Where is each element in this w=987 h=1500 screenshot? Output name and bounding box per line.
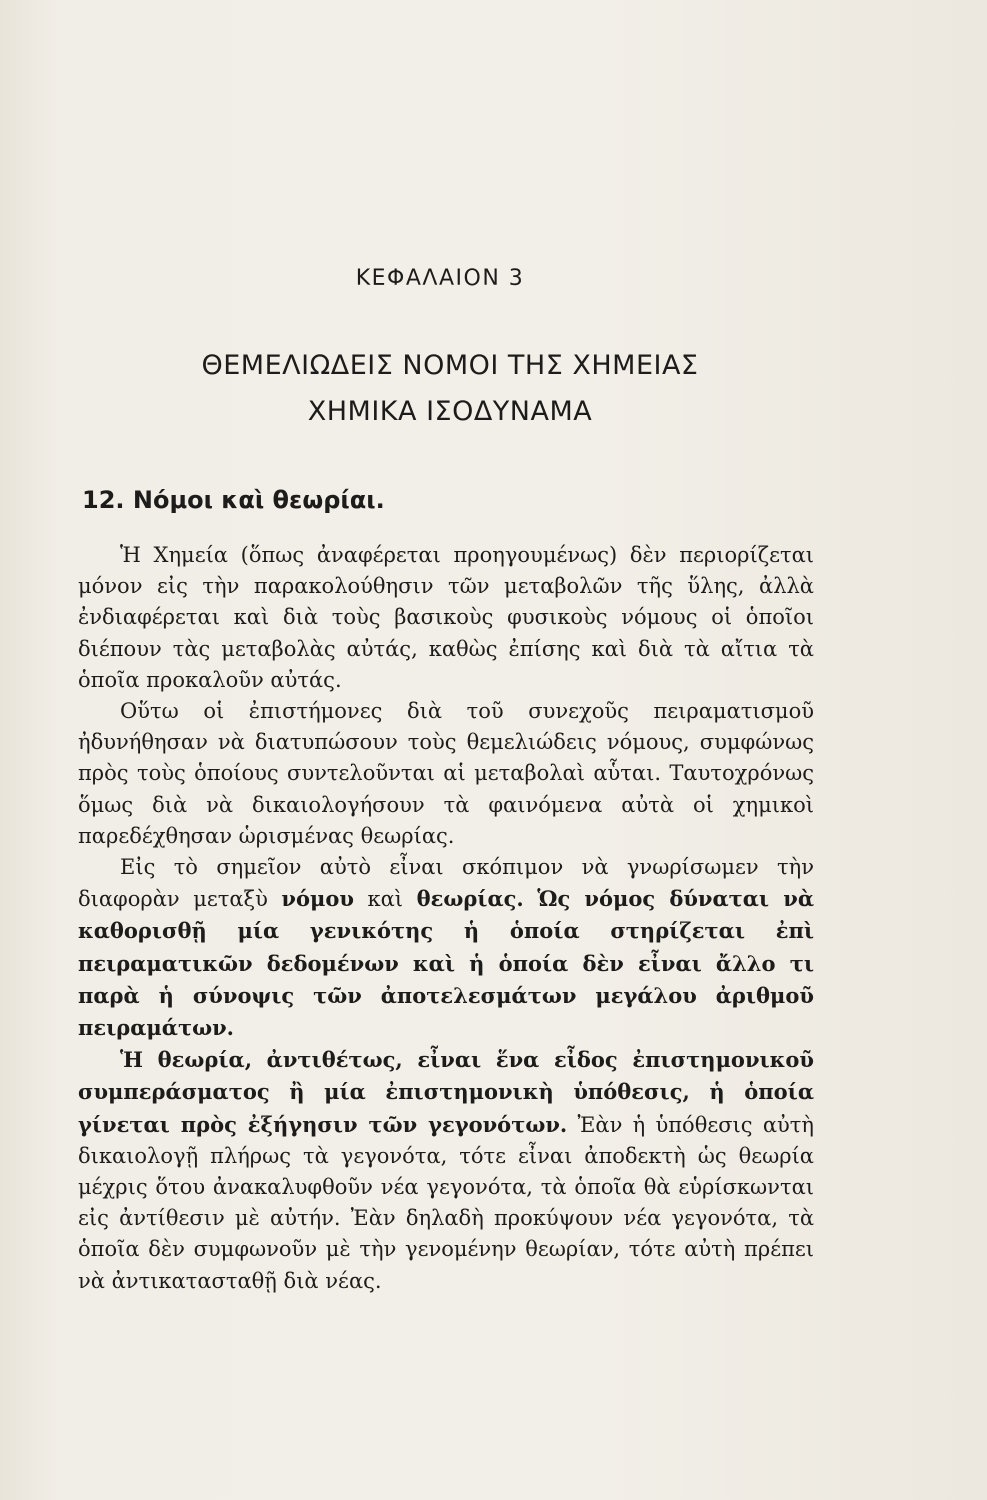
paragraph-3-and: καὶ bbox=[367, 887, 404, 912]
paragraph-3 bbox=[78, 852, 814, 1044]
paragraph-1: Ἡ Χημεία (ὅπως ἀναφέρεται προηγουμένως) δὲν περιορίζεται μόνον εἰς τὴν παρακολούθησιν τῶν μεταβολῶν τῆς ὕλης, ἀλλὰ ἐνδιαφέρεται καὶ διὰ τοὺς βασικοὺς φυσικοὺς νόμους οἱ ὁποῖοι διέπουν τὰς μεταβολὰς αὐτάς, καθὼς ἐπίσης καὶ διὰ τὰ αἴτια τὰ ὁποῖα προκαλοῦν αὐτάς. bbox=[78, 543, 814, 692]
paragraph-3-start: Εἰς τὸ σημεῖον αὐτὸ εἶναι σκόπιμον νὰ γνωρίσωμεν τὴν διαφορὰν μεταξὺ bbox=[78, 855, 814, 912]
paragraph-2: Οὕτω οἱ ἐπιστήμονες διὰ τοῦ συνεχοῦς πειραματισμοῦ ἠδυνήθησαν νὰ διατυπώσουν τοὺς θεμελιώδεις νόμους, συμφώνως πρὸς τοὺς ὁποίους συντελοῦνται αἱ μεταβολαὶ αὗται. Ταυτοχρόνως ὅμως διὰ νὰ δικαιολογήσουν τὰ φαινόμενα αὐτὰ οἱ χημικοὶ παρεδέχθησαν ὡρισμένας θεωρίας. bbox=[78, 699, 814, 848]
chapter-label: ΚΕΦΑΛΑΙΟΝ 3 bbox=[355, 266, 525, 291]
law-definition: Ὡς νόμος δύναται νὰ καθορισθῇ μία γενικότης ἡ ὁποία στηρίζεται ἐπὶ πειραματικῶν δεδομένων καὶ ἡ ὁποία δὲν εἶναι ἄλλο τι παρὰ ἡ σύνοψις τῶν ἀποτελεσμάτων μεγάλου ἀριθμοῦ πειραμάτων. bbox=[78, 886, 814, 1041]
paragraph-4 bbox=[78, 1044, 814, 1297]
chapter-title-line-2: ΧΗΜΙΚΑ ΙΣΟΔΥΝΑΜΑ bbox=[307, 396, 593, 427]
term-law: νόμου bbox=[281, 886, 354, 912]
chapter-title-line-1: ΘΕΜΕΛΙΩΔΕΙΣ ΝΟΜΟΙ ΤΗΣ ΧΗΜΕΙΑΣ bbox=[201, 350, 699, 381]
section-heading: 12. Νόμοι καὶ θεωρίαι. bbox=[82, 486, 385, 514]
term-theory: θεωρίας. bbox=[416, 886, 524, 912]
paragraph-4-rest: Ἐὰν ἡ ὑπόθεσις αὐτὴ δικαιολογῇ πλήρως τὰ γεγονότα, τότε εἶναι ἀποδεκτὴ ὡς θεωρία μέχρις ὅτου ἀνακαλυφθοῦν νέα γεγονότα, τὰ ὁποῖα θὰ εὑρίσκωνται εἰς ἀντίθεσιν μὲ αὐτήν. Ἐὰν δηλαδὴ προκύψουν νέα γεγονότα, τὰ ὁποῖα δὲν συμφωνοῦν μὲ τὴν γενομένην θεωρίαν, τότε αὐτὴ πρέπει νὰ ἀντικατασταθῇ διὰ νέας. bbox=[78, 1112, 814, 1293]
body-text bbox=[78, 540, 814, 1297]
theory-definition: Ἡ θεωρία, ἀντιθέτως, εἶναι ἕνα εἶδος ἐπιστημονικοῦ συμπεράσματος ἢ μία ἐπιστημονικὴ ὑπόθεσις, ἡ ὁποία γίνεται πρὸς ἐξήγησιν τῶν γεγονότων. bbox=[78, 1047, 814, 1137]
